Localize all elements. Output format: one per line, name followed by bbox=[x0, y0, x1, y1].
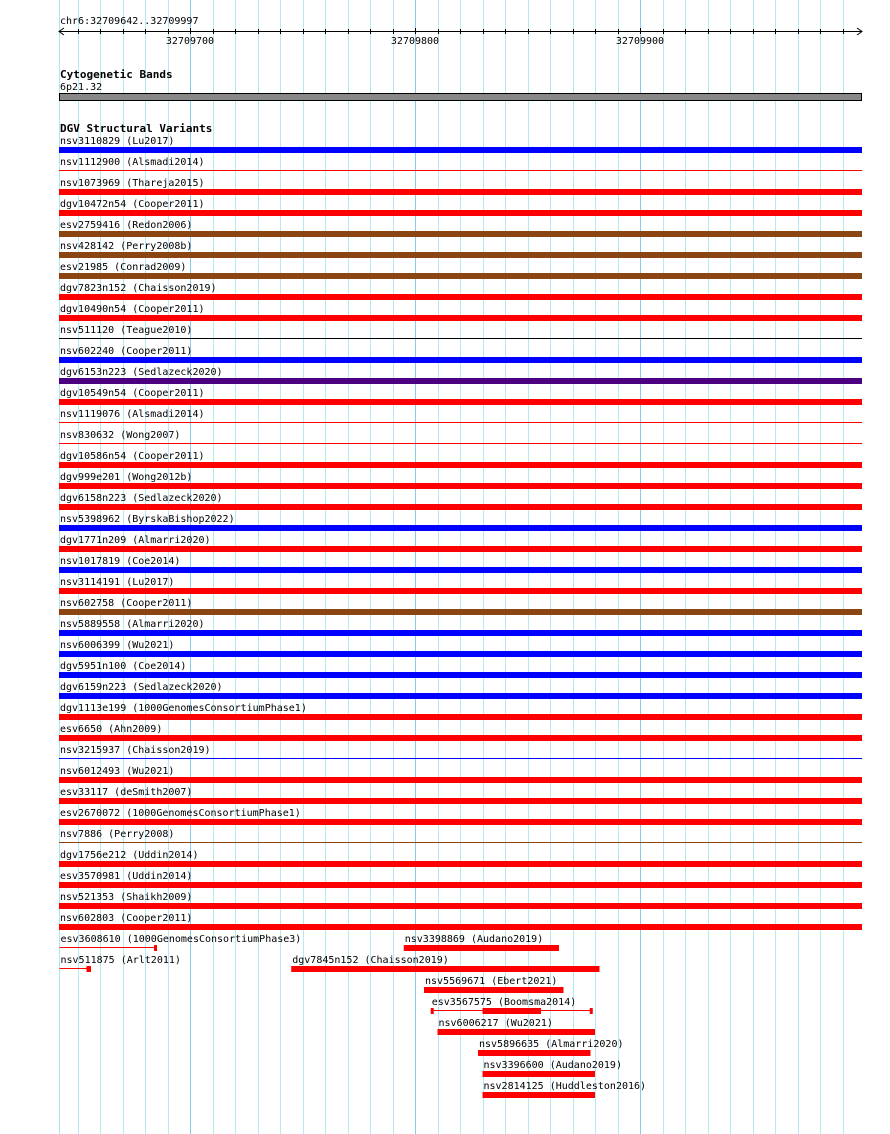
variant-label[interactable]: esv6650 (Ahn2009) bbox=[60, 724, 163, 735]
variant-item[interactable] bbox=[438, 1018, 596, 1035]
variant-bar[interactable] bbox=[154, 945, 157, 951]
variant-bar[interactable] bbox=[59, 882, 862, 888]
variant-bar[interactable] bbox=[59, 903, 862, 909]
variant-label[interactable]: nsv1073969 (Thareja2015) bbox=[60, 178, 205, 189]
variant-label[interactable]: nsv521353 (Shaikh2009) bbox=[60, 892, 193, 903]
variant-label[interactable]: nsv602758 (Cooper2011) bbox=[60, 598, 193, 609]
variant-bar[interactable] bbox=[59, 630, 862, 636]
variant-bar[interactable] bbox=[59, 483, 862, 489]
ruler-tick-label: 32709900 bbox=[615, 36, 665, 47]
variant-label[interactable]: nsv3398869 (Audano2019) bbox=[404, 934, 544, 945]
variant-bar[interactable] bbox=[59, 714, 862, 720]
variant-label[interactable]: nsv2814125 (Huddleston2016) bbox=[483, 1081, 647, 1092]
variant-bar[interactable] bbox=[59, 651, 862, 657]
variant-bar[interactable] bbox=[59, 210, 862, 216]
variant-label[interactable]: nsv5398962 (ByrskaBishop2022) bbox=[60, 514, 235, 525]
variant-bar[interactable] bbox=[59, 338, 862, 339]
variant-item[interactable] bbox=[483, 1060, 622, 1077]
variant-bar[interactable] bbox=[59, 273, 862, 279]
variant-item[interactable] bbox=[424, 976, 564, 993]
variant-bar[interactable] bbox=[59, 525, 862, 531]
variant-item[interactable] bbox=[60, 934, 302, 951]
variant-item[interactable] bbox=[483, 1081, 647, 1098]
variant-item[interactable] bbox=[431, 997, 593, 1014]
variant-bar[interactable] bbox=[59, 462, 862, 468]
variant-bar[interactable] bbox=[59, 252, 862, 258]
variant-label[interactable]: nsv5896635 (Almarri2020) bbox=[479, 1039, 624, 1050]
variant-bar[interactable] bbox=[59, 357, 862, 363]
variant-label[interactable]: nsv511875 (Arlt2011) bbox=[60, 955, 181, 966]
variant-bar[interactable] bbox=[59, 422, 862, 423]
variant-label[interactable]: dgv10586n54 (Cooper2011) bbox=[60, 451, 205, 462]
variant-label[interactable]: nsv6006399 (Wu2021) bbox=[60, 640, 175, 651]
variant-bar[interactable] bbox=[59, 504, 862, 510]
variant-label[interactable]: dgv10549n54 (Cooper2011) bbox=[60, 388, 205, 399]
variant-bar[interactable] bbox=[483, 1071, 596, 1077]
variant-bar[interactable] bbox=[424, 987, 564, 993]
variant-bar[interactable] bbox=[87, 966, 92, 972]
variant-bar[interactable] bbox=[59, 758, 862, 759]
variant-line[interactable] bbox=[60, 968, 92, 969]
variant-bar[interactable] bbox=[59, 399, 862, 405]
variant-label[interactable]: nsv830632 (Wong2007) bbox=[60, 430, 181, 441]
variant-line[interactable] bbox=[60, 947, 157, 948]
variant-label[interactable]: dgv10490n54 (Cooper2011) bbox=[60, 304, 205, 315]
variant-label[interactable]: nsv5569671 (Ebert2021) bbox=[425, 976, 558, 987]
variant-label[interactable]: dgv6159n223 (Sedlazeck2020) bbox=[60, 682, 223, 693]
variant-label[interactable]: esv21985 (Conrad2009) bbox=[60, 262, 187, 273]
variant-bar[interactable] bbox=[59, 170, 862, 171]
ruler-tick-label: 32709800 bbox=[390, 36, 440, 47]
variant-bar[interactable] bbox=[59, 443, 862, 444]
variant-label[interactable]: dgv999e201 (Wong2012b) bbox=[60, 472, 193, 483]
variant-label[interactable]: esv3570981 (Uddin2014) bbox=[60, 871, 193, 882]
variant-label[interactable]: nsv3114191 (Lu2017) bbox=[60, 577, 175, 588]
variant-label[interactable]: dgv5951n100 (Coe2014) bbox=[60, 661, 187, 672]
variant-label[interactable]: nsv1119076 (Alsmadi2014) bbox=[60, 409, 205, 420]
ruler-tick-label: 32709700 bbox=[165, 36, 215, 47]
variant-bar[interactable] bbox=[59, 693, 862, 699]
variant-bar[interactable] bbox=[59, 924, 862, 930]
variant-label[interactable]: esv3567575 (Boomsma2014) bbox=[431, 997, 577, 1008]
variant-bar[interactable] bbox=[59, 189, 862, 195]
variant-bar[interactable] bbox=[59, 546, 862, 552]
variant-bar[interactable] bbox=[59, 315, 862, 321]
variant-bar[interactable] bbox=[59, 294, 862, 300]
variant-bar[interactable] bbox=[59, 777, 862, 783]
variant-label[interactable]: nsv6012493 (Wu2021) bbox=[60, 766, 175, 777]
position-label: chr6:32709642..32709997 bbox=[60, 16, 199, 27]
variant-bar[interactable] bbox=[59, 231, 862, 237]
variant-bar[interactable] bbox=[59, 842, 862, 843]
variant-label[interactable]: dgv1113e199 (1000GenomesConsortiumPhase1) bbox=[60, 703, 307, 714]
variant-bar[interactable] bbox=[59, 378, 862, 384]
variant-label[interactable]: nsv428142 (Perry2008b) bbox=[60, 241, 193, 252]
variant-bar[interactable] bbox=[59, 672, 862, 678]
variant-label[interactable]: esv2759416 (Redon2006) bbox=[60, 220, 193, 231]
variant-label[interactable]: dgv6153n223 (Sedlazeck2020) bbox=[60, 367, 223, 378]
variant-bar[interactable] bbox=[478, 1050, 591, 1056]
variant-bar[interactable] bbox=[59, 798, 862, 804]
variant-item[interactable] bbox=[291, 955, 599, 972]
variant-bar[interactable] bbox=[59, 588, 862, 594]
variant-label[interactable]: nsv602240 (Cooper2011) bbox=[60, 346, 193, 357]
dgv-track-title: DGV Structural Variants bbox=[60, 122, 213, 135]
variant-label[interactable]: nsv7886 (Perry2008) bbox=[60, 829, 175, 840]
variant-bar[interactable] bbox=[483, 1092, 596, 1098]
variant-bar[interactable] bbox=[59, 735, 862, 741]
variant-label[interactable]: nsv511120 (Teague2010) bbox=[60, 325, 193, 336]
variant-bar[interactable] bbox=[59, 861, 862, 867]
variant-label[interactable]: nsv1017819 (Coe2014) bbox=[60, 556, 181, 567]
variant-label[interactable]: nsv6006217 (Wu2021) bbox=[438, 1018, 553, 1029]
variant-label[interactable]: esv33117 (deSmith2007) bbox=[60, 787, 193, 798]
variant-label[interactable]: nsv3396600 (Audano2019) bbox=[483, 1060, 622, 1071]
variant-bar[interactable] bbox=[59, 609, 862, 615]
variant-label[interactable]: esv2670072 (1000GenomesConsortiumPhase1) bbox=[60, 808, 301, 819]
variant-label[interactable]: dgv6158n223 (Sedlazeck2020) bbox=[60, 493, 223, 504]
variant-endcap bbox=[590, 1008, 593, 1014]
variant-bar[interactable] bbox=[59, 567, 862, 573]
variant-label[interactable]: dgv1771n209 (Almarri2020) bbox=[60, 535, 211, 546]
variant-bar[interactable] bbox=[404, 945, 559, 951]
variant-label[interactable]: esv3608610 (1000GenomesConsortiumPhase3) bbox=[60, 934, 302, 945]
variant-label[interactable]: nsv3110829 (Lu2017) bbox=[60, 136, 175, 147]
cytoband-bar[interactable] bbox=[60, 94, 862, 101]
variant-label[interactable]: nsv602803 (Cooper2011) bbox=[60, 913, 193, 924]
variant-bar[interactable] bbox=[59, 147, 862, 153]
variant-bar[interactable] bbox=[438, 1029, 596, 1035]
variant-bar[interactable] bbox=[483, 1008, 542, 1014]
variant-item[interactable] bbox=[404, 934, 559, 951]
variant-label[interactable]: nsv5889558 (Almarri2020) bbox=[60, 619, 205, 630]
variant-label[interactable]: dgv7823n152 (Chaisson2019) bbox=[60, 283, 217, 294]
variant-label[interactable]: nsv3215937 (Chaisson2019) bbox=[60, 745, 211, 756]
variant-label[interactable]: dgv10472n54 (Cooper2011) bbox=[60, 199, 205, 210]
variant-bar[interactable] bbox=[59, 819, 862, 825]
variant-endcap bbox=[431, 1008, 434, 1014]
variant-bar[interactable] bbox=[291, 966, 599, 972]
variant-label[interactable]: nsv1112900 (Alsmadi2014) bbox=[60, 157, 205, 168]
variant-item[interactable] bbox=[478, 1039, 624, 1056]
cytoband-label: 6p21.32 bbox=[60, 82, 103, 93]
variant-label[interactable]: dgv1756e212 (Uddin2014) bbox=[60, 850, 199, 861]
variant-item[interactable] bbox=[60, 955, 181, 972]
cytoband-track-title: Cytogenetic Bands bbox=[60, 68, 173, 81]
variant-label[interactable]: dgv7845n152 (Chaisson2019) bbox=[292, 955, 449, 966]
